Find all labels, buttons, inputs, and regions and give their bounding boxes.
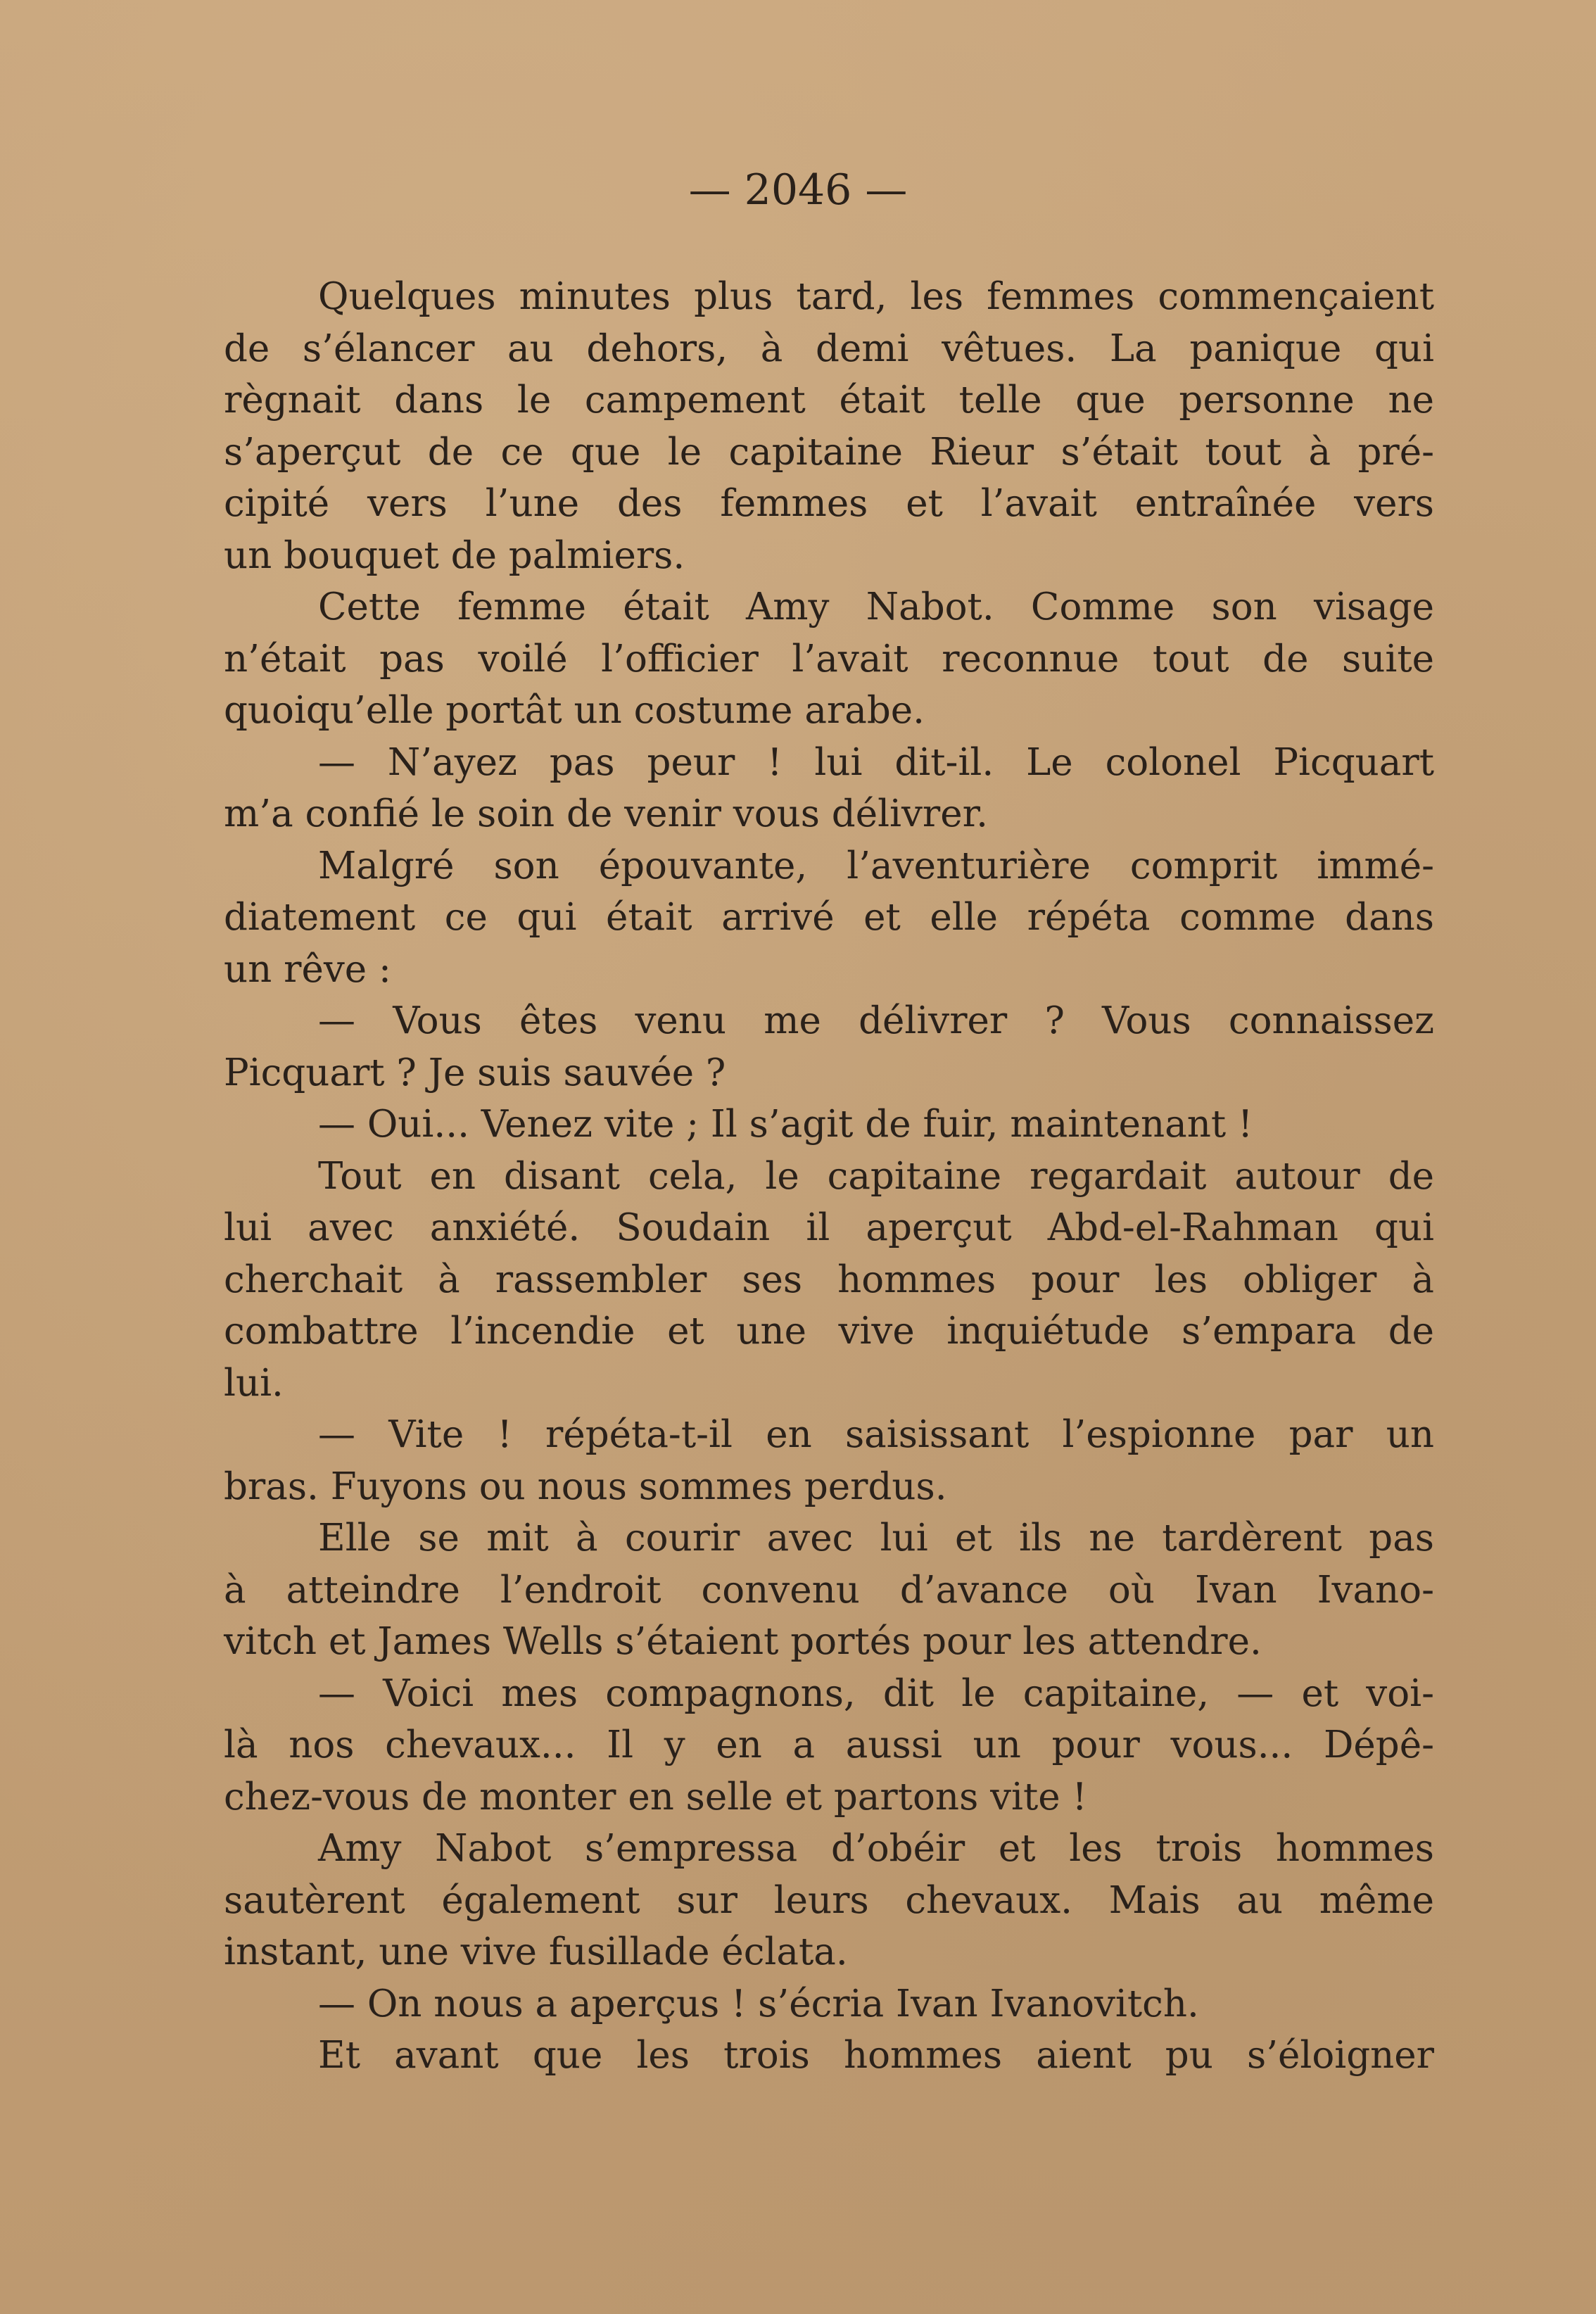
page-number: — 2046 —	[688, 165, 908, 215]
text-line: s’aperçut de ce que le capitaine Rieur s’était tout à pré-	[224, 430, 1434, 474]
text-line: bras. Fuyons ou nous sommes perdus.	[224, 1465, 947, 1508]
text-line: sautèrent également sur leurs chevaux. Mais au même	[224, 1878, 1434, 1922]
text-line: m’a confié le soin de venir vous délivrer.	[224, 792, 988, 835]
text-line: à atteindre l’endroit convenu d’avance où Ivan Ivano-	[224, 1568, 1434, 1612]
text-line: Malgré son épouvante, l’aventurière comprit immé-	[318, 844, 1434, 887]
text-line: chez-vous de monter en selle et partons vite !	[224, 1775, 1087, 1819]
text-line: Tout en disant cela, le capitaine regardait autour de	[318, 1154, 1434, 1198]
text-line: un rêve :	[224, 947, 391, 991]
text-line: là nos chevaux... Il y en a aussi un pour vous... Dépê-	[224, 1724, 1434, 1766]
text-line: lui avec anxiété. Soudain il aperçut Abd-el-Rahman qui	[224, 1206, 1434, 1249]
text-line: lui.	[224, 1361, 284, 1405]
text-line: — Oui... Venez vite ; Il s’agit de fuir, maintenant !	[318, 1103, 1253, 1146]
body-text	[224, 271, 1434, 2082]
text-line: règnait dans le campement était telle que personne ne	[224, 379, 1434, 422]
text-line: instant, une vive fusillade éclata.	[224, 1930, 848, 1973]
text-line: Cette femme était Amy Nabot. Comme son visage	[318, 586, 1434, 628]
text-line: vitch et James Wells s’étaient portés pour les attendre.	[224, 1620, 1262, 1663]
text-line: — Vite ! répéta-t-il en saisissant l’espionne par un	[318, 1413, 1434, 1456]
text-line: diatement ce qui était arrivé et elle répéta comme dans	[224, 896, 1434, 939]
text-line: Et avant que les trois hommes aient pu s’éloigner	[318, 2034, 1434, 2077]
text-line: de s’élancer au dehors, à demi vêtues. La panique qui	[224, 327, 1434, 370]
text-line: Picquart ? Je suis sauvée ?	[224, 1051, 726, 1094]
text-line: Elle se mit à courir avec lui et ils ne tardèrent pas	[318, 1517, 1434, 1560]
text-line: — Voici mes compagnons, dit le capitaine, — et voi-	[318, 1671, 1434, 1715]
text-line: n’était pas voilé l’officier l’avait reconnue tout de suite	[224, 637, 1434, 681]
text-line: — Vous êtes venu me délivrer ? Vous connaissez	[318, 999, 1434, 1042]
text-line: Amy Nabot s’empressa d’obéir et les trois hommes	[318, 1827, 1434, 1870]
text-line: — N’ayez pas peur ! lui dit-il. Le colonel Picquart	[318, 740, 1434, 784]
text-line: quoiqu’elle portât un costume arabe.	[224, 689, 925, 732]
text-line: cipité vers l’une des femmes et l’avait entraînée vers	[224, 482, 1434, 525]
text-line: — On nous a aperçus ! s’écria Ivan Ivanovitch.	[318, 1982, 1199, 2025]
text-line: cherchait à rassembler ses hommes pour les obliger à	[224, 1258, 1434, 1301]
text-line: Quelques minutes plus tard, les femmes commençaient	[318, 275, 1434, 318]
text-line: un bouquet de palmiers.	[224, 533, 685, 577]
text-line: combattre l’incendie et une vive inquiétude s’empara de	[224, 1310, 1434, 1353]
